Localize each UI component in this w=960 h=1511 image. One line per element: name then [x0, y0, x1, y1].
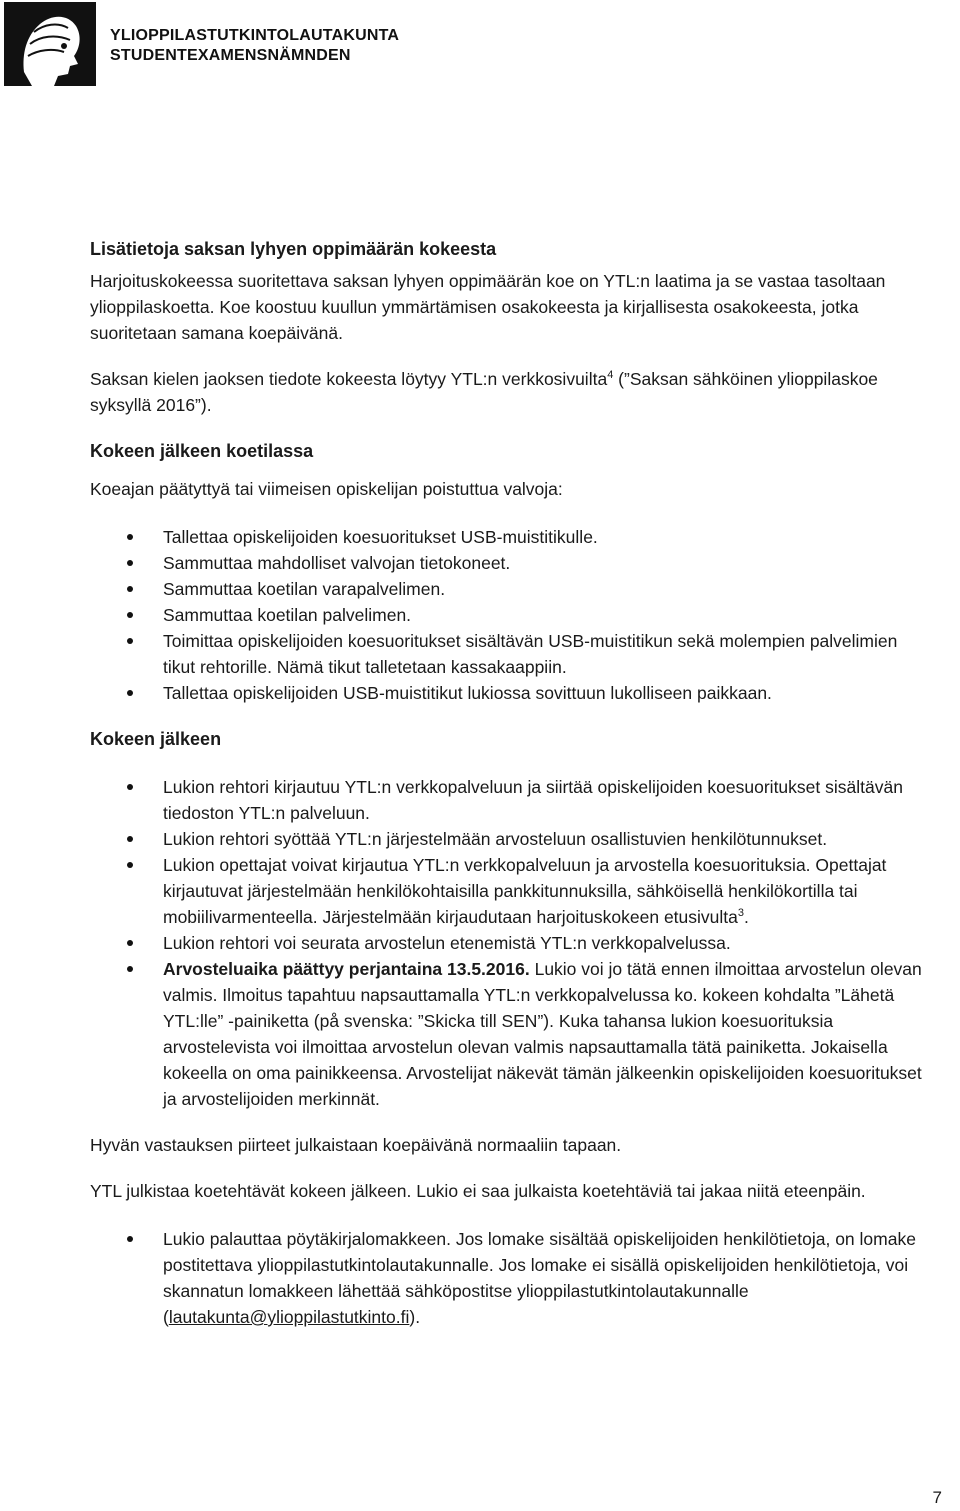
- section-heading-after-exam-room: Kokeen jälkeen koetilassa: [90, 441, 314, 461]
- list-item: [90, 680, 930, 706]
- section-heading-after-exam: Kokeen jälkeen: [90, 729, 222, 749]
- bullet-icon: [127, 638, 133, 644]
- bullet-icon: [127, 1236, 133, 1242]
- document-body: [90, 236, 930, 1330]
- paragraph-supervisor-intro: Koeajan päätyttyä tai viimeisen opiskelijan poistuttua valvoja:: [90, 479, 563, 499]
- grading-deadline: Arvosteluaika päättyy perjantaina 13.5.2016.: [163, 959, 530, 979]
- list-item-text-end: .: [744, 907, 749, 927]
- list-item-text: Toimittaa opiskelijoiden koesuoritukset sisältävän USB-muistitikun sekä molempien palvelimien tikut rehtorille. Nämä tikut talletetaan kassakaappiin.: [163, 631, 898, 677]
- paragraph-answer-features: Hyvän vastauksen piirteet julkaistaan koepäivänä normaaliin tapaan.: [90, 1135, 622, 1155]
- list-item-text: Lukion opettajat voivat kirjautua YTL:n verkkopalveluun ja arvostella koesuorituksia. Opettajat kirjautuvat järjestelmään henkilökohtaisilla pankkitunnuksilla, sähköisellä henkilökortilla tai mobiilivarmenteella. Järjestelmään kirjaudutaan harjoituskokeen etusivulta: [163, 855, 887, 927]
- org-name-finnish: YLIOPPILASTUTKINTOLAUTAKUNTA: [110, 27, 400, 44]
- section-heading-extra-info: Lisätietoja saksan lyhyen oppimäärän kokeesta: [90, 239, 497, 259]
- bullet-icon: [127, 966, 133, 972]
- bulletin-text-end: (”Saksan sähköinen ylioppilaskoe syksyllä 2016”).: [90, 369, 878, 415]
- organization-name: [110, 26, 399, 66]
- list-item-text-end: ).: [409, 1307, 421, 1327]
- list-item-text: Lukion rehtori voi seurata arvostelun etenemistä YTL:n verkkopalvelussa.: [163, 933, 731, 953]
- list-item-text: Lukio palauttaa pöytäkirjalomakkeen. Jos lomake sisältää opiskelijoiden henkilötietoja, on lomake postitettava ylioppilastutkintolautakunnalle. Jos lomake ei sisällä opiskelijoiden henkilötietoja, voi skannatun lomakkeen lähettää sähköpostitse ylioppilastutkintolautakunnalle (: [163, 1229, 916, 1327]
- list-item: [90, 826, 930, 852]
- closing-list: [90, 1226, 930, 1330]
- supervisor-task-list: [90, 524, 930, 706]
- paragraph-bulletin-info: [90, 366, 930, 418]
- list-item-text: Lukion rehtori kirjautuu YTL:n verkkopalveluun ja siirtää opiskelijoiden koesuoritukset sisältävän tiedoston YTL:n palveluun.: [163, 777, 903, 823]
- email-link[interactable]: lautakunta@ylioppilastutkinto.fi: [168, 1307, 410, 1327]
- list-item-text: Sammuttaa koetilan palvelimen.: [163, 605, 412, 625]
- bullet-icon: [127, 560, 133, 566]
- list-item-text: Tallettaa opiskelijoiden koesuoritukset USB-muistitikulle.: [163, 527, 598, 547]
- list-item: [90, 956, 930, 1112]
- list-item-text: Lukion rehtori syöttää YTL:n järjestelmään arvosteluun osallistuvien henkilötunnukset.: [163, 829, 828, 849]
- list-item: [90, 774, 930, 826]
- bullet-icon: [127, 836, 133, 842]
- list-item: [90, 1226, 930, 1330]
- list-item-text: Sammuttaa mahdolliset valvojan tietokoneet.: [163, 553, 511, 573]
- page-number: 7: [932, 1488, 942, 1507]
- list-item-text: Sammuttaa koetilan varapalvelimen.: [163, 579, 446, 599]
- list-item: [90, 852, 930, 930]
- bullet-icon: [127, 586, 133, 592]
- bullet-icon: [127, 862, 133, 868]
- list-item: [90, 524, 930, 550]
- page-header: [0, 0, 960, 90]
- after-exam-list: [90, 774, 930, 1112]
- bullet-icon: [127, 690, 133, 696]
- org-name-swedish: STUDENTEXAMENSNÄMNDEN: [110, 47, 351, 64]
- bullet-icon: [127, 784, 133, 790]
- list-item-text: Lukio voi jo tätä ennen ilmoittaa arvostelun olevan valmis. Ilmoitus tapahtuu napsauttamalla YTL:n verkkopalvelussa ko. kokeen kohdalta ”Lähetä YTL:lle” -painiketta (på svenska: ”Skicka till SEN”). Kuka tahansa lukion koesuorituksia arvostelevista voi ilmoittaa arvostelun olevan valmis napsauttamalla tätä painiketta. Jokaisella kokeella on oma painikkeensa. Arvostelijat näkevät tämän jälkeenkin opiskelijoiden koesuoritukset ja arvostelijoiden merkinnät.: [163, 959, 922, 1109]
- paragraph-exam-description: Harjoituskokeessa suoritettava saksan lyhyen oppimäärän koe on YTL:n laatima ja se vastaa tasoltaan ylioppilaskoetta. Koe koostuu kuullun ymmärtämisen osakokeesta ja kirjallisesta osakokeesta, jotka suoritetaan samana koepäivänä.: [90, 271, 886, 343]
- bullet-icon: [127, 940, 133, 946]
- footnote-3: 3: [737, 907, 745, 920]
- bullet-icon: [127, 534, 133, 540]
- footnote-4: 4: [607, 369, 614, 382]
- paragraph-publication: YTL julkistaa koetehtävät kokeen jälkeen. Lukio ei saa julkaista koetehtäviä tai jakaa niitä eteenpäin.: [90, 1181, 866, 1201]
- list-item: [90, 576, 930, 602]
- list-item-text: Tallettaa opiskelijoiden USB-muistitikut lukiossa sovittuun lukolliseen paikkaan.: [163, 683, 772, 703]
- ytl-logo-icon: [4, 2, 96, 86]
- list-item: [90, 628, 930, 680]
- list-item: [90, 602, 930, 628]
- bulletin-text: Saksan kielen jaoksen tiedote kokeesta löytyy YTL:n verkkosivuilta: [90, 369, 608, 389]
- list-item: [90, 550, 930, 576]
- list-item: [90, 930, 930, 956]
- bullet-icon: [127, 612, 133, 618]
